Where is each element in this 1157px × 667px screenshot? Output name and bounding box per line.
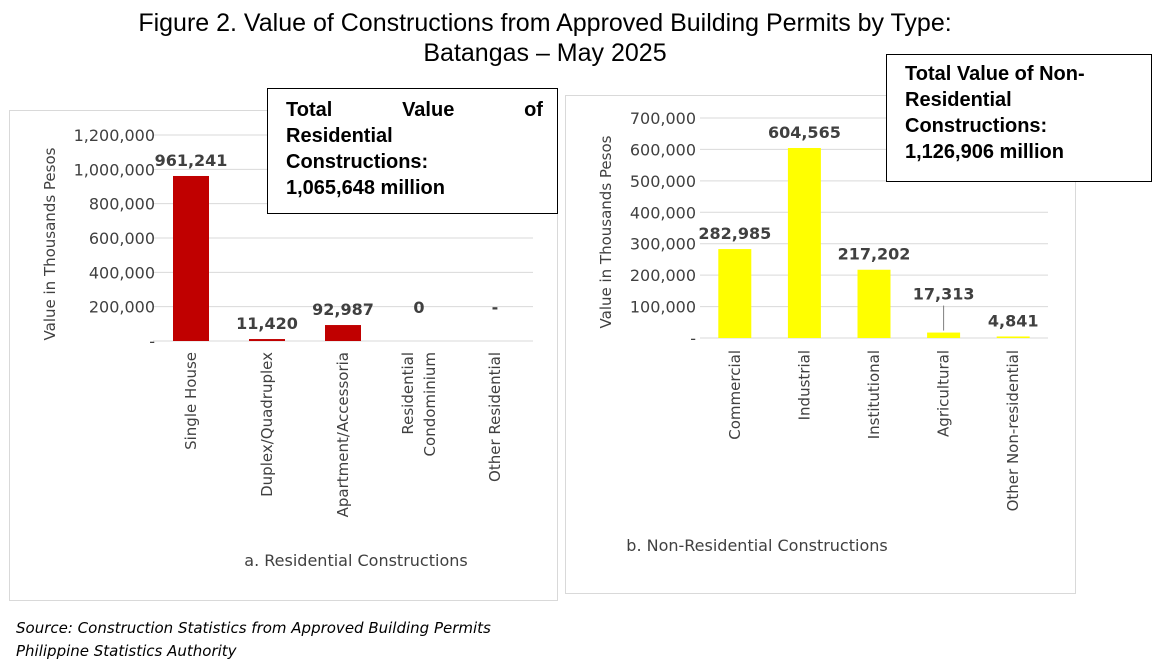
res-y-tick-label: - [149,332,155,351]
res-y-tick-label: 1,000,000 [73,160,155,180]
residential-total-word-2: Value [402,99,455,121]
nonres-y-tick-label: - [690,329,696,348]
nonres-category-label: Agricultural [934,350,953,437]
res-category-label: Condominium [421,352,439,457]
res-data-label: 0 [413,298,425,317]
res-bar [173,176,209,341]
figure-title-line-2: Batangas – May 2025 [423,39,667,67]
nonres-category-label: Commercial [725,350,744,440]
res-chart-title: a. Residential Constructions [244,551,468,570]
res-data-label: 961,241 [154,150,228,170]
nonres-category-label: Other Non-residential [1004,349,1023,512]
res-y-tick-label: 400,000 [88,263,155,283]
nonres-data-label: 17,313 [912,284,975,304]
nonres-data-label: 282,985 [698,224,772,244]
nonresidential-total-line-2: Residential [905,89,1012,111]
nonres-bar [718,249,751,338]
nonres-y-axis-label: Value in Thousands Pesos [597,135,615,329]
res-y-axis-label: Value in Thousands Pesos [41,147,59,341]
residential-total-line-2: Residential [286,125,393,147]
res-data-label: 11,420 [236,314,298,334]
nonresidential-total-value: 1,126,906 million [905,141,1064,163]
residential-total-line-3: Constructions: [286,151,429,173]
source-line-1: Source: Construction Statistics from Approved Building Permits [16,619,491,637]
residential-total-box [267,88,558,214]
nonres-data-label: 217,202 [837,244,911,264]
nonresidential-total-line-3: Constructions: [905,115,1048,137]
res-category-label: Apartment/Accessoria [334,352,352,518]
res-bar [249,339,285,341]
res-y-tick-label: 200,000 [88,297,155,317]
residential-total-word-1: Total [286,99,333,121]
res-data-label: - [491,298,499,317]
nonres-data-label: 4,841 [987,311,1039,331]
nonresidential-total-box [886,54,1152,182]
residential-total-line-1 [286,97,543,123]
nonres-y-tick-label: 300,000 [629,234,696,254]
res-category-label: Other Residential [486,352,504,482]
nonres-y-tick-label: 700,000 [629,109,696,128]
nonres-category-label: Institutional [865,350,883,440]
res-category-label: Residential [399,352,417,435]
nonres-y-tick-label: 200,000 [629,266,696,286]
nonres-y-tick-label: 100,000 [629,297,696,317]
nonres-bar [927,333,960,338]
nonres-bar [788,148,821,338]
nonres-y-tick-label: 600,000 [629,140,696,160]
residential-total-value: 1,065,648 million [286,177,445,199]
nonres-bar [858,270,891,338]
residential-total-word-3: of [524,99,543,121]
res-category-label: Single House [182,352,200,450]
res-data-label: 92,987 [312,300,374,320]
source-note [16,617,491,663]
nonres-chart-title: b. Non-Residential Constructions [626,536,888,555]
nonres-y-tick-label: 400,000 [629,203,696,223]
nonres-category-label: Industrial [795,350,814,421]
res-y-tick-label: 1,200,000 [73,126,155,145]
res-y-tick-label: 600,000 [88,229,155,248]
source-line-2: Philippine Statistics Authority [16,642,237,660]
nonres-bar [997,336,1030,338]
res-bar [325,325,361,341]
nonresidential-total-line-1: Total Value of Non- [905,63,1085,85]
nonres-data-label: 604,565 [767,122,841,142]
nonres-y-tick-label: 500,000 [629,171,696,191]
figure-title-line-1: Figure 2. Value of Constructions from Approved Building Permits by Type: [138,9,952,37]
res-category-label: Duplex/Quadruplex [258,352,276,497]
res-y-tick-label: 800,000 [88,194,155,214]
